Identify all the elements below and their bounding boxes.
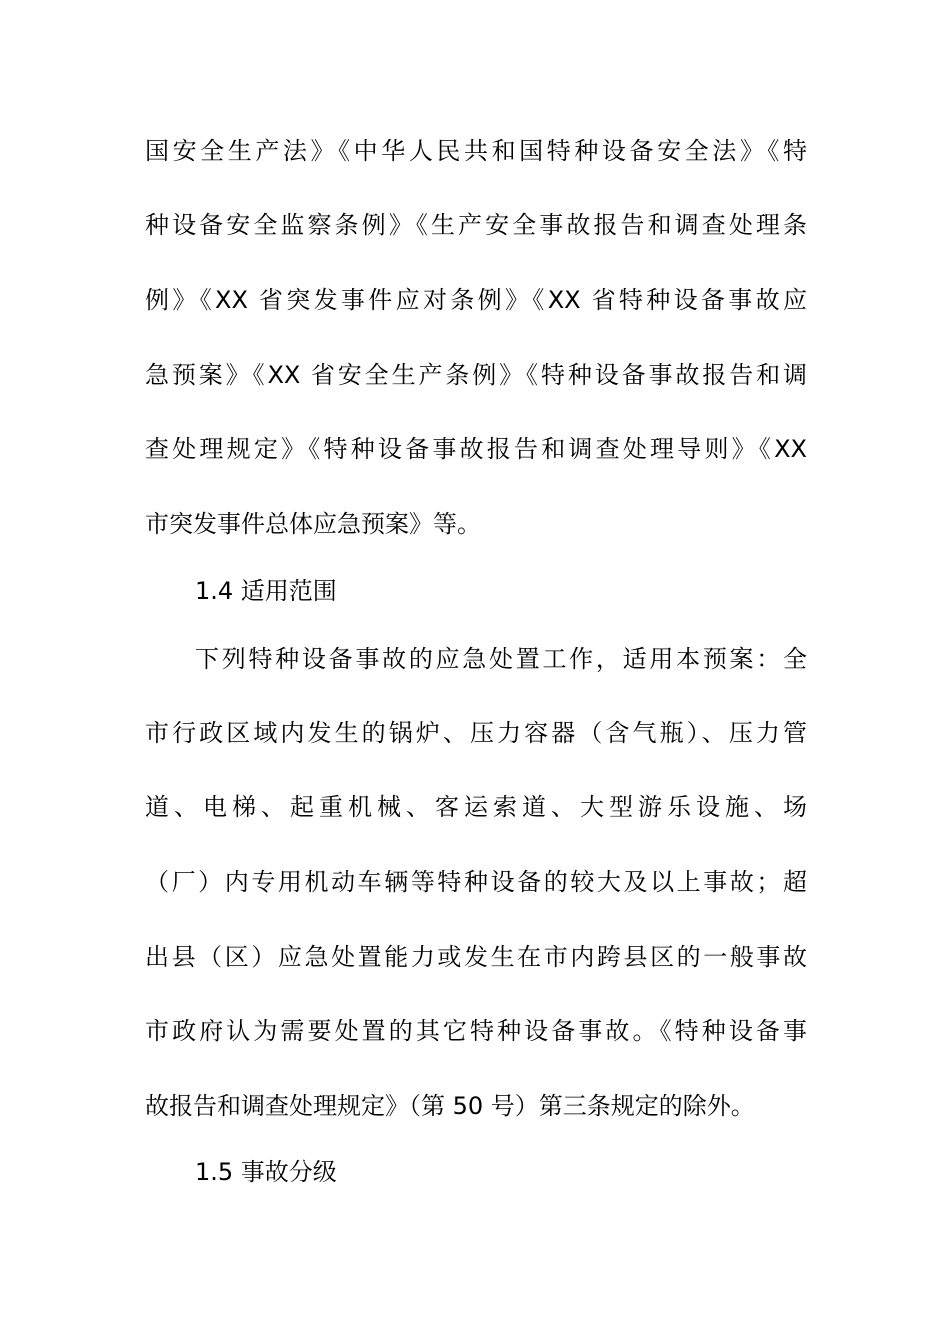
paragraph-line: 故报告和调查处理规定》（第 50 号）第三条规定的除外。 xyxy=(145,1092,755,1120)
paragraph-line: 市政府认为需要处置的其它特种设备事故。《特种设备事 xyxy=(145,1017,807,1045)
paragraph-line: 例》《XX 省突发事件应对条例》《XX 省特种设备事故应 xyxy=(145,286,807,314)
paragraph-line: （厂）内专用机动车辆等特种设备的较大及以上事故；超 xyxy=(145,868,807,896)
paragraph-line: 市突发事件总体应急预案》等。 xyxy=(145,510,481,538)
paragraph-line: 市行政区域内发生的锅炉、压力容器（含气瓶）、压力管 xyxy=(145,719,807,747)
paragraph-line: 下列特种设备事故的应急处置工作，适用本预案：全 xyxy=(195,645,807,673)
paragraph-line: 国安全生产法》《中华人民共和国特种设备安全法》《特 xyxy=(145,137,807,165)
section-heading-1-4: 1.4 适用范围 xyxy=(195,577,337,605)
paragraph-line: 道、电梯、起重机械、客运索道、大型游乐设施、场 xyxy=(145,793,807,821)
paragraph-line: 种设备安全监察条例》《生产安全事故报告和调查处理条 xyxy=(145,211,807,239)
paragraph-line: 出县（区）应急处置能力或发生在市内跨县区的一般事故 xyxy=(145,943,807,971)
paragraph-line: 急预案》《XX 省安全生产条例》《特种设备事故报告和调 xyxy=(145,361,807,389)
section-heading-1-5: 1.5 事故分级 xyxy=(195,1158,337,1186)
paragraph-line: 查处理规定》《特种设备事故报告和调查处理导则》《XX xyxy=(145,435,807,463)
